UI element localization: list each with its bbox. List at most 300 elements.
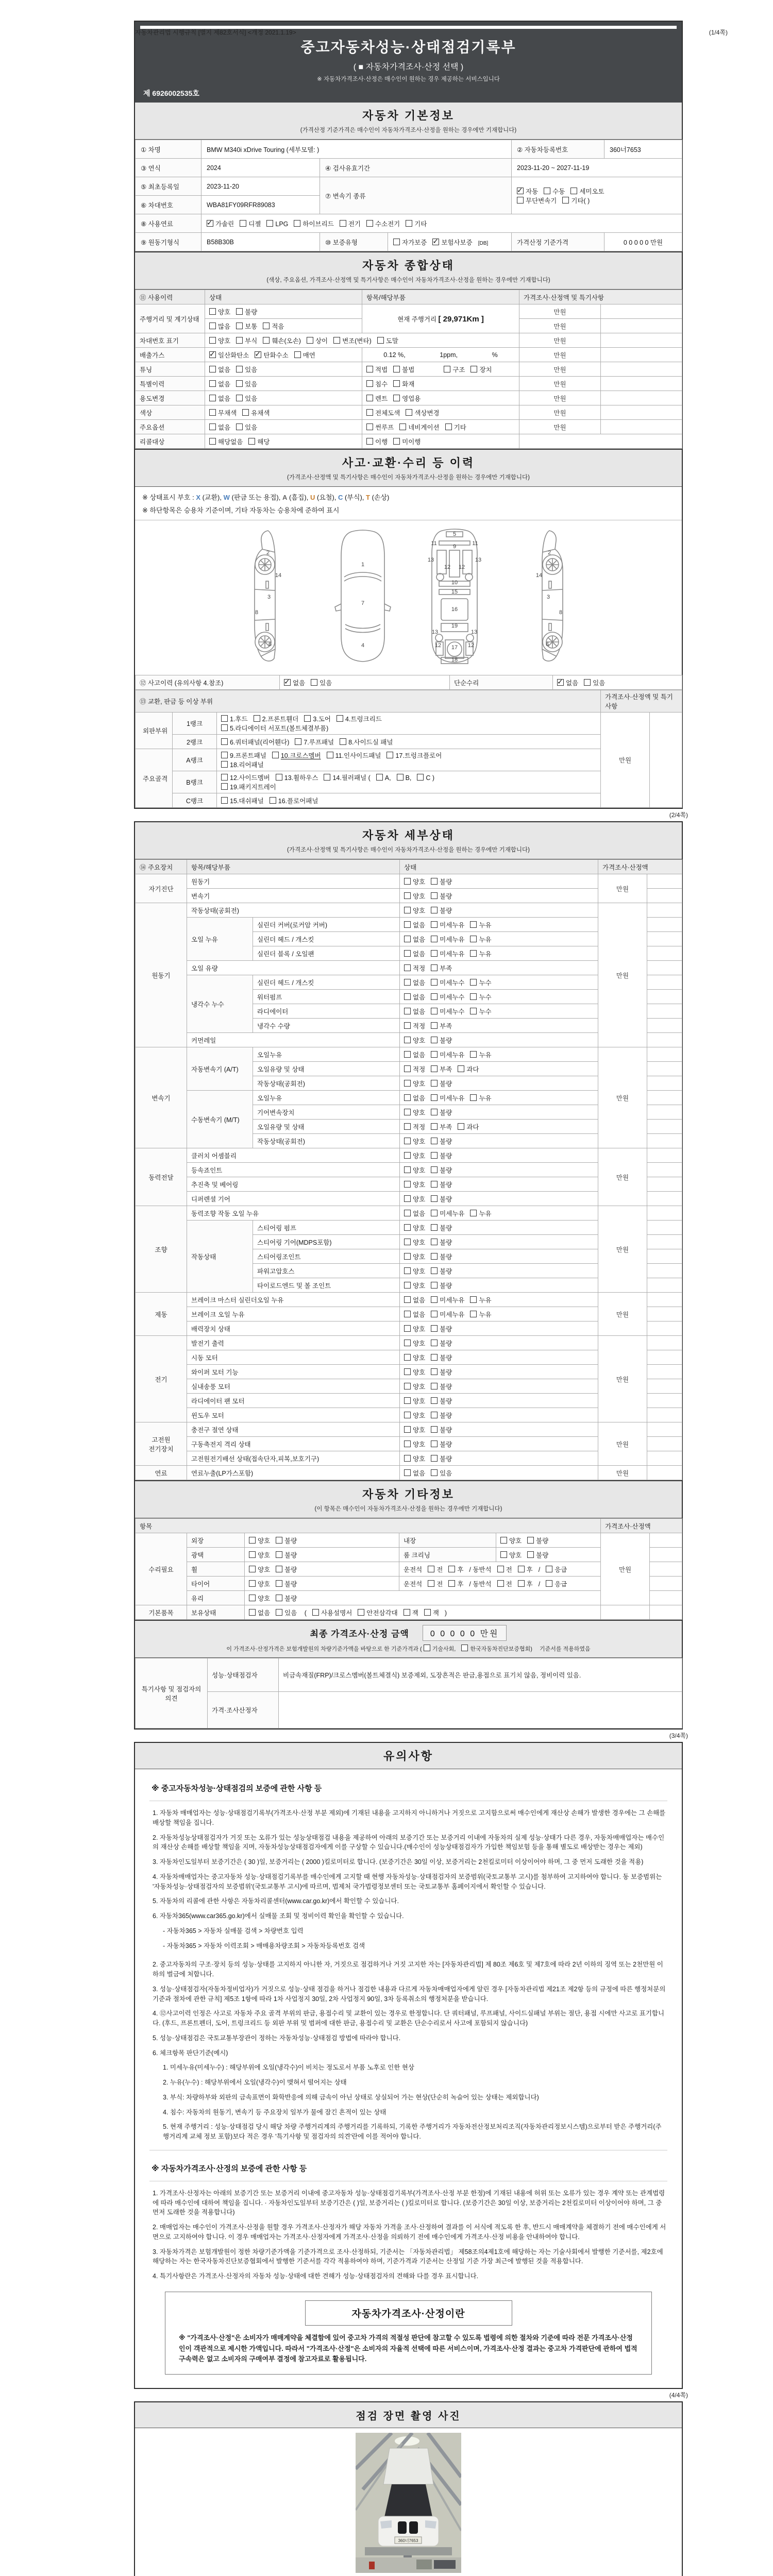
checkbox-option[interactable]: 5.라디에이터 서포트(볼트체결부품) bbox=[221, 723, 328, 733]
checkbox-option[interactable]: ✓자동 bbox=[517, 187, 538, 196]
checkbox-icon[interactable] bbox=[431, 1296, 438, 1303]
checkbox-option[interactable]: 불량 bbox=[431, 1281, 452, 1290]
checkbox-icon[interactable] bbox=[340, 738, 346, 745]
checkbox-icon[interactable] bbox=[470, 921, 477, 928]
checkbox-icon[interactable] bbox=[404, 1224, 411, 1231]
checkbox-icon[interactable] bbox=[431, 1325, 438, 1332]
checkbox-icon[interactable] bbox=[444, 366, 450, 372]
checkbox-option[interactable]: 네비게이션 bbox=[399, 422, 439, 432]
checkbox-icon[interactable] bbox=[470, 1210, 477, 1216]
checkbox-icon[interactable] bbox=[240, 220, 246, 227]
checkbox-option[interactable]: 있음 bbox=[236, 394, 257, 403]
checkbox-option[interactable]: 불량 bbox=[431, 906, 452, 915]
checkbox-option[interactable]: 15.대쉬패널 bbox=[221, 796, 264, 805]
checkbox-option[interactable]: 누수 bbox=[470, 1007, 491, 1016]
checkbox-option[interactable]: 양호 bbox=[404, 1324, 425, 1333]
checkbox-option[interactable]: 기타( ) bbox=[562, 196, 590, 205]
checkbox-icon[interactable] bbox=[249, 1609, 256, 1616]
checkbox-icon[interactable] bbox=[404, 892, 411, 899]
checkbox-option[interactable]: 없음 bbox=[404, 1295, 425, 1304]
checkbox-icon[interactable] bbox=[404, 1181, 411, 1188]
checkbox-icon[interactable] bbox=[376, 774, 383, 781]
checkbox-icon[interactable] bbox=[431, 1397, 438, 1404]
checkbox-option[interactable]: 불량 bbox=[276, 1565, 297, 1574]
checkbox-icon[interactable] bbox=[431, 964, 438, 971]
checkbox-option[interactable]: 없음 bbox=[209, 394, 230, 403]
checkbox-option[interactable]: 미세누유 bbox=[431, 1050, 464, 1059]
checkbox-icon[interactable] bbox=[404, 1311, 411, 1317]
checkbox-icon[interactable] bbox=[221, 738, 228, 745]
checkbox-option[interactable]: 양호 bbox=[404, 1425, 425, 1434]
checkbox-option[interactable]: A, bbox=[376, 774, 391, 782]
checkbox-option[interactable]: ✓ 없음 bbox=[557, 678, 578, 687]
checkbox-option[interactable]: 많음 bbox=[209, 321, 230, 331]
checkbox-option[interactable]: 미세누유 bbox=[431, 1295, 464, 1304]
checkbox-option[interactable]: 유채색 bbox=[242, 408, 270, 417]
checkbox-icon[interactable] bbox=[221, 724, 228, 731]
checkbox-icon[interactable] bbox=[209, 395, 216, 401]
checkbox-option[interactable]: 불량 bbox=[431, 1165, 452, 1175]
checkbox-icon[interactable] bbox=[404, 1426, 411, 1433]
checkbox-option[interactable]: 17.트렁크플로어 bbox=[386, 751, 442, 760]
checkbox-icon[interactable] bbox=[236, 337, 243, 344]
checkbox-option[interactable]: ✓ 없음 bbox=[284, 678, 305, 687]
checkbox-icon[interactable] bbox=[431, 993, 438, 1000]
checkbox-icon[interactable] bbox=[263, 323, 270, 329]
checkbox-icon[interactable] bbox=[431, 1455, 438, 1462]
checkbox-icon[interactable] bbox=[276, 1609, 282, 1616]
checkbox-icon[interactable] bbox=[404, 1152, 411, 1159]
checkbox-icon[interactable] bbox=[209, 323, 216, 329]
checkbox-icon[interactable] bbox=[404, 1166, 411, 1173]
checkbox-option[interactable]: 양호 bbox=[404, 1238, 425, 1247]
checkbox-icon[interactable] bbox=[431, 1008, 438, 1014]
checkbox-icon[interactable] bbox=[404, 1094, 411, 1101]
checkbox-icon[interactable] bbox=[431, 1469, 438, 1476]
checkbox-option[interactable]: 불량 bbox=[431, 1151, 452, 1160]
checkbox-option[interactable]: 색상변경 bbox=[406, 408, 439, 417]
checkbox-option[interactable]: 사용설명서 bbox=[312, 1608, 352, 1617]
checkbox-option[interactable]: 부식 bbox=[236, 336, 257, 345]
checkbox-option[interactable]: ✓ 일산화탄소 bbox=[209, 350, 249, 360]
checkbox-option[interactable]: 16.플로어패널 bbox=[270, 796, 318, 805]
checkbox-icon[interactable] bbox=[404, 993, 411, 1000]
checkbox-icon[interactable] bbox=[431, 1210, 438, 1216]
checkbox-icon[interactable] bbox=[311, 679, 317, 686]
checkbox-icon[interactable] bbox=[337, 715, 343, 722]
checkbox-icon[interactable] bbox=[431, 1239, 438, 1245]
checkbox-icon[interactable] bbox=[221, 797, 228, 804]
checkbox-option[interactable]: 미세누수 bbox=[431, 1007, 464, 1016]
checkbox-option[interactable]: 누유 bbox=[470, 1310, 491, 1319]
checkbox-option[interactable]: B, bbox=[397, 774, 412, 782]
checkbox-icon[interactable] bbox=[221, 761, 228, 768]
checkbox-icon[interactable] bbox=[431, 1253, 438, 1260]
checkbox-icon[interactable] bbox=[404, 1609, 410, 1616]
checkbox-icon[interactable] bbox=[324, 774, 330, 781]
checkbox-icon[interactable] bbox=[236, 423, 243, 430]
checkbox-option[interactable]: 부족 bbox=[431, 963, 452, 973]
checkbox-option[interactable]: 없음 bbox=[209, 422, 230, 432]
checkbox-option[interactable]: 없음 bbox=[404, 935, 425, 944]
checkbox-icon[interactable] bbox=[209, 366, 216, 372]
checkbox-icon[interactable] bbox=[470, 1008, 477, 1014]
checkbox-option[interactable]: 잭 bbox=[424, 1608, 439, 1617]
checkbox-icon[interactable] bbox=[249, 1537, 256, 1544]
checkbox-icon[interactable] bbox=[255, 351, 261, 358]
checkbox-icon[interactable] bbox=[404, 1123, 411, 1130]
checkbox-icon[interactable] bbox=[546, 1566, 552, 1572]
checkbox-icon[interactable] bbox=[404, 1325, 411, 1332]
checkbox-icon[interactable] bbox=[458, 1065, 464, 1072]
checkbox-icon[interactable] bbox=[294, 220, 300, 227]
checkbox-icon[interactable] bbox=[470, 1051, 477, 1058]
checkbox-option[interactable]: 응급 bbox=[546, 1579, 567, 1588]
checkbox-icon[interactable] bbox=[527, 1537, 534, 1544]
checkbox-option[interactable]: 불량 bbox=[276, 1579, 297, 1588]
checkbox-icon[interactable] bbox=[393, 438, 400, 445]
checkbox-icon[interactable] bbox=[276, 1580, 282, 1587]
checkbox-option[interactable]: 미세누유 bbox=[431, 1093, 464, 1103]
checkbox-option[interactable]: C ) bbox=[417, 774, 434, 782]
checkbox-option[interactable]: 불량 bbox=[431, 1367, 452, 1377]
checkbox-option[interactable]: 후 bbox=[518, 1565, 533, 1574]
checkbox-option[interactable]: 전 bbox=[428, 1565, 443, 1574]
checkbox-option[interactable]: 7.루프패널 bbox=[295, 737, 334, 747]
checkbox-option[interactable]: 양호 bbox=[404, 1194, 425, 1204]
checkbox-option[interactable]: 불량 bbox=[431, 1411, 452, 1420]
checkbox-option[interactable]: 6.쿼터패널(리어휀다) bbox=[221, 737, 289, 747]
checkbox-option[interactable]: 불량 bbox=[431, 1223, 452, 1232]
checkbox-option[interactable]: 없음 bbox=[404, 1310, 425, 1319]
checkbox-option[interactable]: 14.필러패널 ( bbox=[324, 773, 370, 782]
checkbox-option[interactable]: 10.크로스멤버 bbox=[272, 751, 321, 760]
checkbox-option[interactable]: 양호 bbox=[404, 906, 425, 915]
checkbox-option[interactable]: 양호 bbox=[404, 1396, 425, 1405]
checkbox-icon[interactable] bbox=[340, 220, 346, 227]
checkbox-option[interactable]: 불량 bbox=[431, 1194, 452, 1204]
checkbox-option[interactable]: ✓ 탄화수소 bbox=[255, 350, 288, 360]
checkbox-icon[interactable] bbox=[312, 1609, 319, 1616]
checkbox-option[interactable]: 훼손(오손) bbox=[263, 336, 301, 345]
checkbox-icon[interactable] bbox=[404, 964, 411, 971]
checkbox-icon[interactable] bbox=[431, 979, 438, 986]
checkbox-option[interactable]: 양호 bbox=[404, 1266, 425, 1276]
checkbox-option[interactable]: 응급 bbox=[546, 1565, 567, 1574]
checkbox-option[interactable]: 불량 bbox=[431, 1439, 452, 1449]
checkbox-option[interactable]: 있음 bbox=[236, 365, 257, 374]
checkbox-option[interactable]: 없음 bbox=[209, 365, 230, 374]
checkbox-option[interactable]: 매연 bbox=[294, 350, 315, 360]
checkbox-icon[interactable] bbox=[424, 1645, 430, 1651]
checkbox-icon[interactable] bbox=[527, 1551, 534, 1558]
checkbox-icon[interactable] bbox=[431, 1440, 438, 1447]
checkbox-option[interactable]: 12.사이드멤버 bbox=[221, 773, 270, 782]
checkbox-icon[interactable] bbox=[404, 1008, 411, 1014]
checkbox-option[interactable]: 해당없음 bbox=[209, 437, 243, 446]
checkbox-option[interactable]: 적정 bbox=[404, 963, 425, 973]
checkbox-option[interactable]: 불량 bbox=[276, 1550, 297, 1560]
checkbox-option[interactable]: 보통 bbox=[236, 321, 257, 331]
checkbox-icon[interactable] bbox=[236, 366, 243, 372]
checkbox-option[interactable]: 19.패키지트레이 bbox=[221, 782, 276, 791]
checkbox-option[interactable]: 구조 bbox=[444, 365, 465, 374]
checkbox-option[interactable]: 양호 bbox=[404, 1036, 425, 1045]
checkbox-option[interactable]: 양호 bbox=[404, 1079, 425, 1088]
checkbox-icon[interactable] bbox=[404, 1037, 411, 1043]
checkbox-option[interactable]: 누유 bbox=[470, 1209, 491, 1218]
checkbox-icon[interactable] bbox=[209, 438, 216, 445]
checkbox-icon[interactable] bbox=[386, 752, 393, 758]
checkbox-option[interactable]: 없음 bbox=[404, 978, 425, 987]
checkbox-option[interactable]: 불량 bbox=[431, 1079, 452, 1088]
checkbox-option[interactable]: 양호 bbox=[209, 336, 230, 345]
checkbox-option[interactable]: 장치 bbox=[470, 365, 492, 374]
checkbox-option[interactable]: 렌트 bbox=[366, 394, 388, 403]
checkbox-option[interactable]: 세미오토 bbox=[570, 187, 604, 196]
checkbox-option[interactable]: 후 bbox=[448, 1565, 463, 1574]
checkbox-icon[interactable] bbox=[431, 1224, 438, 1231]
checkbox-option[interactable]: 미세누유 bbox=[431, 935, 464, 944]
checkbox-icon[interactable] bbox=[366, 380, 373, 387]
checkbox-icon[interactable] bbox=[404, 1210, 411, 1216]
checkbox-icon[interactable] bbox=[470, 1311, 477, 1317]
checkbox-option[interactable]: 불량 bbox=[431, 877, 452, 886]
checkbox-option[interactable]: 불량 bbox=[431, 1252, 452, 1261]
checkbox-icon[interactable] bbox=[221, 752, 228, 758]
checkbox-option[interactable]: 불량 bbox=[431, 1180, 452, 1189]
checkbox-option[interactable]: 미이행 bbox=[393, 437, 421, 446]
checkbox-option[interactable]: 누유 bbox=[470, 949, 491, 958]
checkbox-option[interactable]: 불량 bbox=[431, 1353, 452, 1362]
checkbox-icon[interactable] bbox=[333, 337, 340, 344]
checkbox-icon[interactable] bbox=[428, 1580, 434, 1587]
checkbox-option[interactable]: 없음 bbox=[249, 1608, 270, 1617]
checkbox-icon[interactable] bbox=[404, 921, 411, 928]
checkbox-option[interactable]: 양호 bbox=[404, 1454, 425, 1463]
checkbox-icon[interactable] bbox=[424, 1609, 431, 1616]
checkbox-icon[interactable] bbox=[546, 1580, 552, 1587]
checkbox-option[interactable]: 양호 bbox=[404, 1367, 425, 1377]
checkbox-icon[interactable] bbox=[470, 1094, 477, 1101]
checkbox-option[interactable]: 적정 bbox=[404, 1064, 425, 1074]
checkbox-icon[interactable] bbox=[404, 907, 411, 913]
checkbox-option[interactable]: 불량 bbox=[431, 1396, 452, 1405]
checkbox-icon[interactable] bbox=[517, 188, 524, 194]
checkbox-icon[interactable] bbox=[404, 1253, 411, 1260]
checkbox-option[interactable]: 있음 bbox=[431, 1468, 452, 1478]
checkbox-option[interactable]: 누수 bbox=[470, 992, 491, 1002]
checkbox-icon[interactable] bbox=[470, 950, 477, 957]
checkbox-icon[interactable] bbox=[570, 188, 577, 194]
checkbox-option[interactable]: 1.후드 bbox=[221, 714, 248, 723]
checkbox-icon[interactable] bbox=[431, 1037, 438, 1043]
checkbox-icon[interactable] bbox=[404, 1383, 411, 1389]
checkbox-icon[interactable] bbox=[431, 1311, 438, 1317]
checkbox-option[interactable]: 전 bbox=[497, 1579, 512, 1588]
checkbox-option[interactable]: 누유 bbox=[470, 1050, 491, 1059]
checkbox-option[interactable]: 양호 bbox=[249, 1579, 270, 1588]
checkbox-option[interactable]: 양호 bbox=[404, 1252, 425, 1261]
checkbox-icon[interactable] bbox=[557, 679, 564, 686]
checkbox-option[interactable]: 9.프론트패널 bbox=[221, 751, 266, 760]
checkbox-icon[interactable] bbox=[445, 423, 452, 430]
checkbox-option[interactable]: 무단변속기 bbox=[517, 196, 557, 205]
checkbox-icon[interactable] bbox=[272, 752, 279, 758]
checkbox-icon[interactable] bbox=[404, 1412, 411, 1418]
checkbox-icon[interactable] bbox=[417, 774, 424, 781]
checkbox-option[interactable]: 없음 bbox=[404, 1007, 425, 1016]
checkbox-option[interactable]: 미세누유 bbox=[431, 1310, 464, 1319]
checkbox-icon[interactable] bbox=[304, 715, 311, 722]
checkbox-icon[interactable] bbox=[431, 1368, 438, 1375]
checkbox-icon[interactable] bbox=[406, 409, 412, 416]
checkbox-icon[interactable] bbox=[404, 1469, 411, 1476]
checkbox-option[interactable]: 불량 bbox=[431, 1454, 452, 1463]
checkbox-icon[interactable] bbox=[404, 1195, 411, 1202]
checkbox-option[interactable]: 불량 bbox=[431, 1266, 452, 1276]
checkbox-icon[interactable] bbox=[209, 337, 216, 344]
checkbox-icon[interactable] bbox=[276, 1537, 282, 1544]
checkbox-icon[interactable] bbox=[207, 220, 213, 227]
checkbox-option[interactable]: 양호 bbox=[404, 1281, 425, 1290]
checkbox-option[interactable]: 불법 bbox=[393, 365, 414, 374]
checkbox-icon[interactable] bbox=[377, 337, 384, 344]
checkbox-icon[interactable] bbox=[270, 797, 276, 804]
checkbox-icon[interactable] bbox=[431, 1282, 438, 1289]
checkbox-option[interactable]: 없음 bbox=[404, 1468, 425, 1478]
checkbox-option[interactable]: 누유 bbox=[470, 1295, 491, 1304]
checkbox-icon[interactable] bbox=[242, 409, 249, 416]
checkbox-option[interactable]: 없음 bbox=[404, 1050, 425, 1059]
checkbox-option[interactable]: 18.리어패널 bbox=[221, 760, 264, 769]
checkbox-option[interactable]: 썬루프 bbox=[366, 422, 394, 432]
checkbox-icon[interactable] bbox=[248, 438, 255, 445]
checkbox-option[interactable]: 미세누수 bbox=[431, 992, 464, 1002]
checkbox-icon[interactable] bbox=[404, 1065, 411, 1072]
checkbox-option[interactable]: 하이브리드 bbox=[294, 219, 333, 228]
checkbox-option[interactable]: 누유 bbox=[470, 935, 491, 944]
checkbox-option[interactable]: 부족 bbox=[431, 1021, 452, 1030]
checkbox-icon[interactable] bbox=[249, 1580, 256, 1587]
checkbox-option[interactable]: 양호 bbox=[249, 1536, 270, 1545]
checkbox-icon[interactable] bbox=[517, 197, 524, 204]
checkbox-icon[interactable] bbox=[366, 423, 373, 430]
checkbox-icon[interactable] bbox=[249, 1551, 256, 1558]
checkbox-icon[interactable] bbox=[431, 1354, 438, 1361]
checkbox-icon[interactable] bbox=[404, 1022, 411, 1029]
checkbox-icon[interactable] bbox=[428, 1566, 434, 1572]
checkbox-option[interactable]: 양호 bbox=[404, 1137, 425, 1146]
checkbox-icon[interactable] bbox=[500, 1551, 507, 1558]
checkbox-option[interactable]: 불량 bbox=[431, 1108, 452, 1117]
checkbox-icon[interactable] bbox=[399, 423, 406, 430]
checkbox-icon[interactable] bbox=[518, 1566, 525, 1572]
checkbox-icon[interactable] bbox=[404, 1267, 411, 1274]
checkbox-icon[interactable] bbox=[404, 1080, 411, 1087]
checkbox-option[interactable]: 잭 bbox=[404, 1608, 418, 1617]
checkbox-icon[interactable] bbox=[431, 936, 438, 942]
checkbox-option[interactable]: 과다 bbox=[458, 1064, 479, 1074]
checkbox-icon[interactable] bbox=[431, 1340, 438, 1346]
checkbox-option[interactable]: 전체도색 bbox=[366, 408, 400, 417]
checkbox-icon[interactable] bbox=[404, 1397, 411, 1404]
checkbox-option[interactable]: 불량 bbox=[431, 891, 452, 901]
checkbox-icon[interactable] bbox=[393, 239, 400, 245]
checkbox-option[interactable]: 있음 bbox=[236, 379, 257, 388]
checkbox-icon[interactable] bbox=[448, 1580, 455, 1587]
checkbox-option[interactable]: 디젤 bbox=[240, 219, 261, 228]
checkbox-icon[interactable] bbox=[518, 1580, 525, 1587]
checkbox-option[interactable]: 후 bbox=[518, 1579, 533, 1588]
checkbox-option[interactable]: ✓ 보험사보증 bbox=[432, 238, 472, 247]
checkbox-icon[interactable] bbox=[404, 1138, 411, 1144]
checkbox-option[interactable]: 무채색 bbox=[209, 408, 237, 417]
checkbox-option[interactable]: 없음 bbox=[404, 992, 425, 1002]
checkbox-option[interactable]: 양호 bbox=[404, 1223, 425, 1232]
checkbox-option[interactable]: 기타 bbox=[445, 422, 466, 432]
checkbox-option[interactable]: 있음 bbox=[311, 678, 332, 687]
checkbox-option[interactable]: 전 bbox=[428, 1579, 443, 1588]
checkbox-icon[interactable] bbox=[431, 1383, 438, 1389]
checkbox-option[interactable]: 양호 bbox=[249, 1565, 270, 1574]
checkbox-icon[interactable] bbox=[276, 1595, 282, 1601]
checkbox-icon[interactable] bbox=[366, 220, 373, 227]
checkbox-icon[interactable] bbox=[470, 366, 477, 372]
checkbox-icon[interactable] bbox=[448, 1566, 455, 1572]
checkbox-option[interactable]: 전 bbox=[497, 1565, 512, 1574]
checkbox-icon[interactable] bbox=[431, 892, 438, 899]
checkbox-icon[interactable] bbox=[461, 1645, 468, 1651]
checkbox-option[interactable]: 전기 bbox=[340, 219, 361, 228]
checkbox-icon[interactable] bbox=[470, 979, 477, 986]
checkbox-icon[interactable] bbox=[431, 1109, 438, 1115]
checkbox-option[interactable]: 해당 bbox=[248, 437, 270, 446]
checkbox-icon[interactable] bbox=[431, 1152, 438, 1159]
checkbox-option[interactable]: 미세누수 bbox=[431, 978, 464, 987]
checkbox-icon[interactable] bbox=[497, 1580, 504, 1587]
checkbox-option[interactable]: 불량 bbox=[527, 1550, 548, 1560]
checkbox-option[interactable]: 불량 bbox=[431, 1324, 452, 1333]
checkbox-option[interactable]: 불량 bbox=[276, 1536, 297, 1545]
checkbox-icon[interactable] bbox=[404, 1440, 411, 1447]
checkbox-icon[interactable] bbox=[431, 1138, 438, 1144]
checkbox-option[interactable]: 11.인사이드패널 bbox=[327, 751, 381, 760]
checkbox-icon[interactable] bbox=[431, 1080, 438, 1087]
checkbox-icon[interactable] bbox=[431, 921, 438, 928]
checkbox-option[interactable]: 없음 bbox=[404, 949, 425, 958]
checkbox-option[interactable]: 미세누유 bbox=[431, 949, 464, 958]
checkbox-option[interactable]: 이행 bbox=[366, 437, 388, 446]
checkbox-option[interactable]: 양호 bbox=[404, 1151, 425, 1160]
checkbox-option[interactable]: 양호 bbox=[404, 1338, 425, 1348]
checkbox-option[interactable]: 과다 bbox=[458, 1122, 479, 1131]
checkbox-icon[interactable] bbox=[266, 220, 273, 227]
checkbox-option[interactable]: 변조(변타) bbox=[333, 336, 372, 345]
checkbox-icon[interactable] bbox=[221, 774, 228, 781]
checkbox-icon[interactable] bbox=[404, 1340, 411, 1346]
checkbox-icon[interactable] bbox=[307, 337, 313, 344]
checkbox-icon[interactable] bbox=[236, 308, 243, 315]
checkbox-icon[interactable] bbox=[404, 950, 411, 957]
checkbox-option[interactable]: 없음 bbox=[404, 1093, 425, 1103]
checkbox-option[interactable]: 불량 bbox=[431, 1425, 452, 1434]
checkbox-icon[interactable] bbox=[327, 752, 333, 758]
checkbox-option[interactable]: 불량 bbox=[527, 1536, 548, 1545]
checkbox-option[interactable]: 양호 bbox=[500, 1550, 522, 1560]
checkbox-icon[interactable] bbox=[431, 878, 438, 885]
checkbox-icon[interactable] bbox=[404, 1109, 411, 1115]
